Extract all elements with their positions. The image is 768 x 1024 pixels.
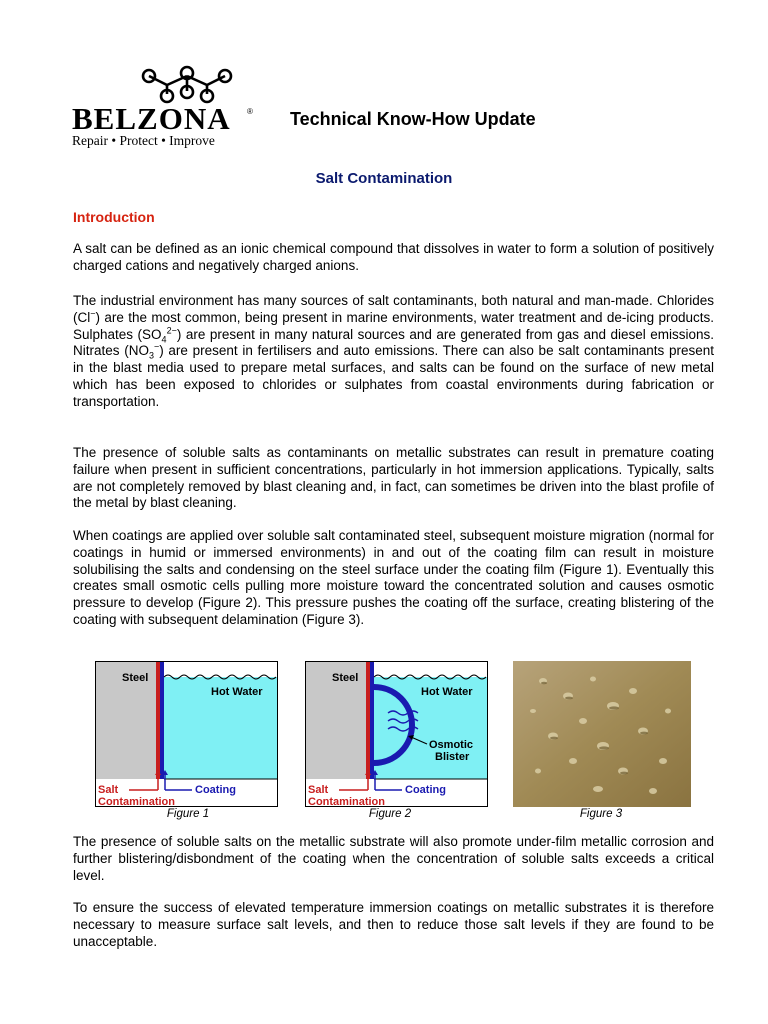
water-label: Hot Water [421, 686, 473, 698]
figure-1-diagram [95, 661, 278, 807]
figure-3-photo [513, 661, 691, 807]
paragraph-measure-salt-levels: To ensure the success of elevated temperature immersion coatings on metallic substrates it is therefore necessary to measure surface salt levels, and then to reduce those salt levels if they are found to be unacceptable. [73, 900, 714, 949]
coating-layer [160, 662, 164, 779]
salt-label: Salt [98, 784, 119, 796]
blister-label: Blister [435, 751, 470, 763]
salt-layer [156, 662, 160, 779]
salt-label: Salt [308, 784, 329, 796]
paragraph-underfilm-corrosion: The presence of soluble salts on the metallic substrate will also promote under-film metallic corrosion and further blistering/disbondment of the coating when the concentration of soluble salts exceeds a critical level. [73, 834, 714, 883]
section-heading: Introduction [73, 209, 155, 225]
figure-3-caption: Figure 3 [579, 808, 623, 820]
figure-2-diagram [305, 661, 488, 807]
paragraph-osmotic-blistering: When coatings are applied over soluble salt contaminated steel, subsequent moisture migration (normal for coatings in humid or immersed environments) in and out of the coating film can result in moisture solubilising the salts and condensing on the steel surface under the coating film (Figure 1). Eventually this creates small osmotic cells pulling more moisture toward the concentrated solution and causes osmotic pressure to develop (Figure 2). This pressure pushes the coating off the surface, creating blistering of the coating with subsequent delamination (Figure 3). [73, 528, 714, 627]
paragraph-soluble-salts: The presence of soluble salts as contaminants on metallic substrates can result in premature coating failure when present in sufficient concentrations, particularly in hot immersion applications. Typically, salts are not completely removed by blast cleaning and, in fact, can sometimes be driven into the blast profile of the metal by blast cleaning. [73, 445, 714, 511]
contamination-label: Contamination [98, 796, 175, 807]
document-title: Technical Know-How Update [290, 109, 536, 129]
salt-layer [366, 662, 370, 779]
paragraph-salt-sources: The industrial environment has many sources of salt contaminants, both natural and man-made. Chlorides (Cl−) are the most common, being present in marine environments, water treatment and de-icing products. Sulphates $(SO_4^{2-})$ are present in many natural sources and are generated from gas and diesel emissions. Nitrates $(NO_3^-)$ are present in fertilisers and auto emissions. There can also be salt contaminants present in the blast media used to prepare metal surfaces, and salts can be found on the surface of new metal which has been exposed to chlorides or sulphates from coastal environments during fabrication or transportation. [73, 293, 714, 409]
contamination-label: Contamination [308, 796, 385, 807]
figure-1-caption: Figure 1 [166, 808, 210, 820]
logo-brand-text: BELZONA [72, 101, 231, 136]
logo-registered-mark: ® [247, 107, 253, 116]
logo-tagline: Repair • Protect • Improve [72, 133, 215, 148]
coating-label: Coating [195, 784, 236, 796]
coating-label: Coating [405, 784, 446, 796]
steel-label: Steel [122, 672, 149, 684]
coating-layer [370, 662, 374, 779]
document-subtitle: Salt Contamination [315, 170, 453, 187]
osmotic-label: Osmotic [429, 739, 474, 751]
paragraph-salt-definition: A salt can be defined as an ionic chemical compound that dissolves in water to form a solution of positively charged cations and negatively charged anions. [73, 241, 714, 273]
steel-label: Steel [332, 672, 359, 684]
figure-2-caption: Figure 2 [368, 808, 412, 820]
water-label: Hot Water [211, 686, 263, 698]
